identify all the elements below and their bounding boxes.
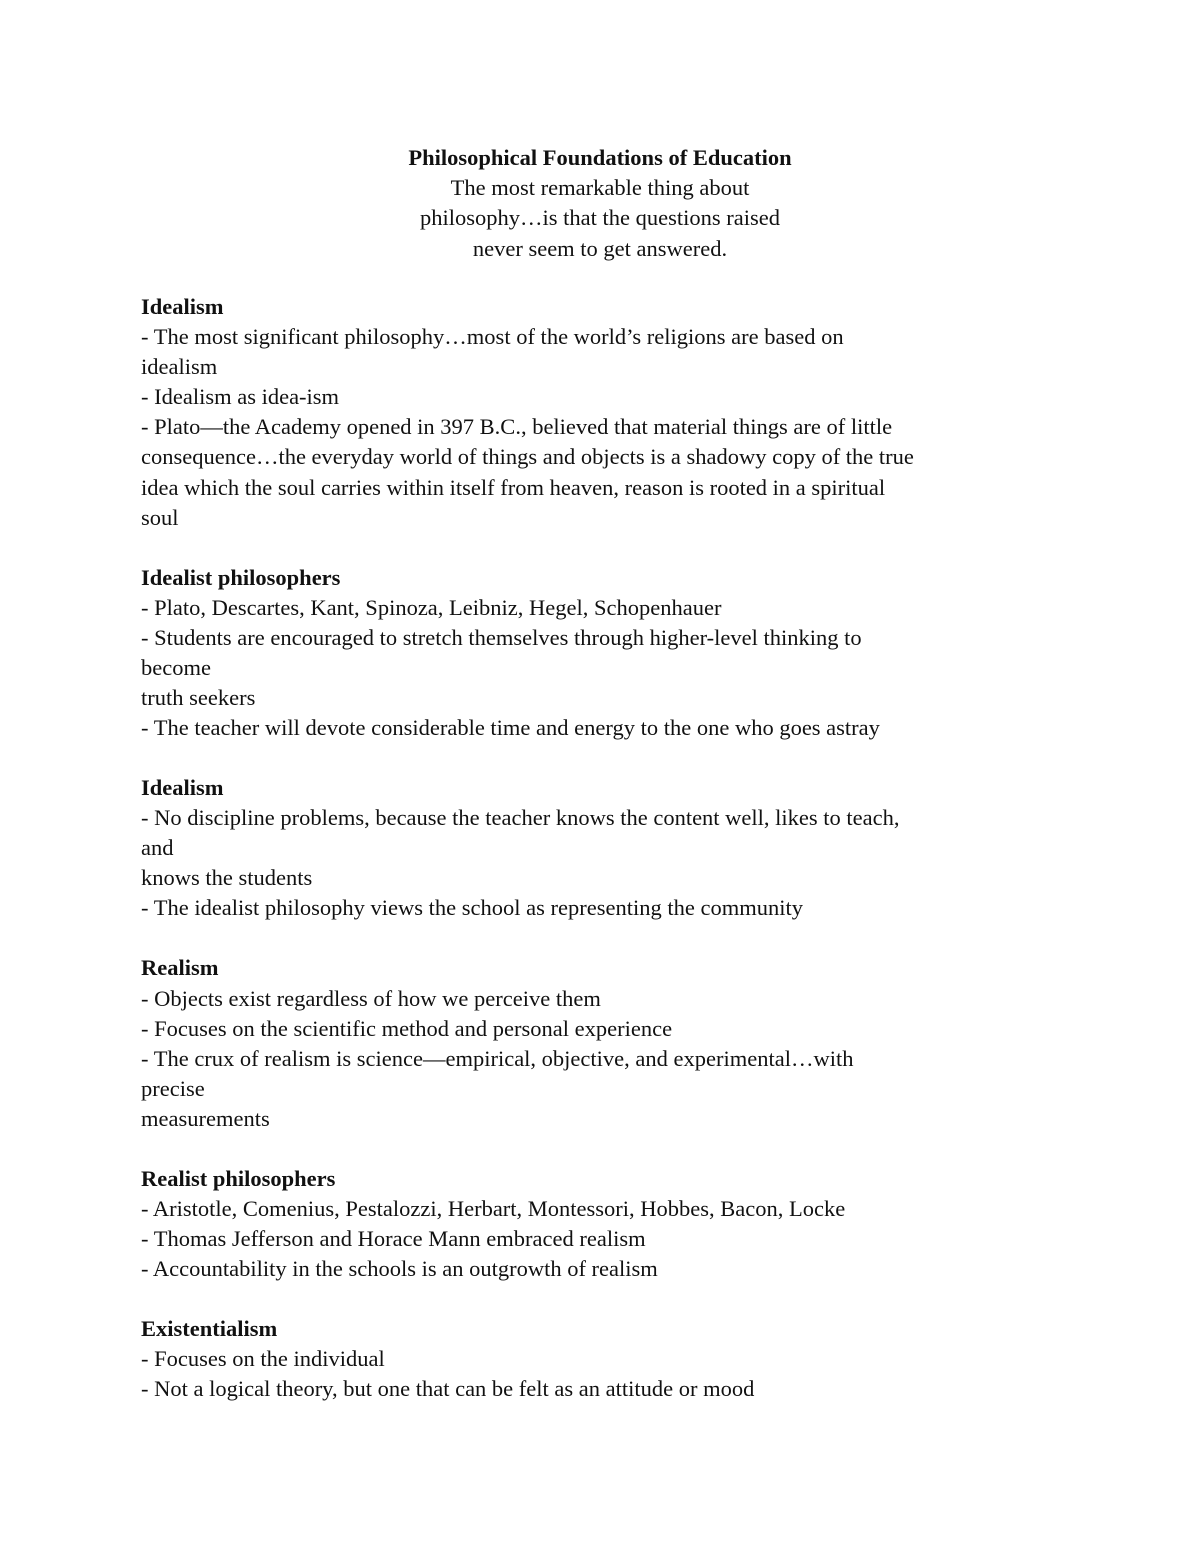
body-line: idea which the soul carries within itself from heaven, reason is rooted in a spiritual [141,474,886,500]
body-line: - The crux of realism is science—empirical, objective, and experimental…with [141,1045,854,1071]
body-line: - Students are encouraged to stretch themselves through higher-level thinking to [141,624,862,650]
body-line: - The teacher will devote considerable time and energy to the one who goes astray [141,715,880,741]
body-line: - Objects exist regardless of how we perceive them [141,985,601,1011]
body-line: - The most significant philosophy…most of the world’s religions are based on [141,324,844,350]
section-realism [141,953,1081,1134]
body-line: - Not a logical theory, but one that can be felt as an attitude or mood [141,1376,755,1402]
epigraph-line: never seem to get answered. [472,235,728,261]
section-heading: Idealist philosophers [141,564,341,590]
document-title: Philosophical Foundations of Education [408,145,792,170]
epigraph-line: The most remarkable thing about [450,175,750,201]
section-idealism-2 [141,773,1081,923]
body-line: - Aristotle, Comenius, Pestalozzi, Herbart, Montessori, Hobbes, Bacon, Locke [141,1196,846,1221]
body-line: - No discipline problems, because the teacher knows the content well, likes to teach, [141,805,900,831]
body-line: and [141,835,174,861]
section-heading: Idealism [141,294,224,319]
body-line: - The idealist philosophy views the school as representing the community [141,895,803,921]
body-line: consequence…the everyday world of things and objects is a shadowy copy of the true [141,444,914,470]
section-heading: Realist philosophers [141,1165,336,1191]
section-heading: Realism [141,955,219,981]
body-line: knows the students [141,865,313,891]
body-line: - Thomas Jefferson and Horace Mann embraced realism [141,1226,646,1252]
body-line: - Focuses on the scientific method and personal experience [141,1015,673,1041]
document-body [141,292,1081,1434]
section-heading: Idealism [141,775,224,801]
body-line: - Idealism as idea-ism [141,384,340,410]
section-idealist-philosophers [141,563,1081,744]
body-line: truth seekers [141,685,256,711]
body-line: soul [141,504,179,530]
section-idealism [141,292,1081,533]
body-line: become [141,654,211,680]
section-heading: Existentialism [141,1316,278,1342]
body-line: precise [141,1075,205,1101]
body-line: - Accountability in the schools is an outgrowth of realism [141,1256,658,1282]
section-realist-philosophers [141,1164,1081,1284]
body-line: idealism [141,354,218,380]
body-line: - Focuses on the individual [141,1346,385,1372]
body-line: - Plato—the Academy opened in 397 B.C., believed that material things are of little [141,414,893,440]
document-header [0,143,1200,264]
body-line: - Plato, Descartes, Kant, Spinoza, Leibniz, Hegel, Schopenhauer [141,594,722,620]
section-existentialism [141,1314,1081,1404]
epigraph-line: philosophy…is that the questions raised [420,205,780,231]
body-line: measurements [141,1105,270,1131]
